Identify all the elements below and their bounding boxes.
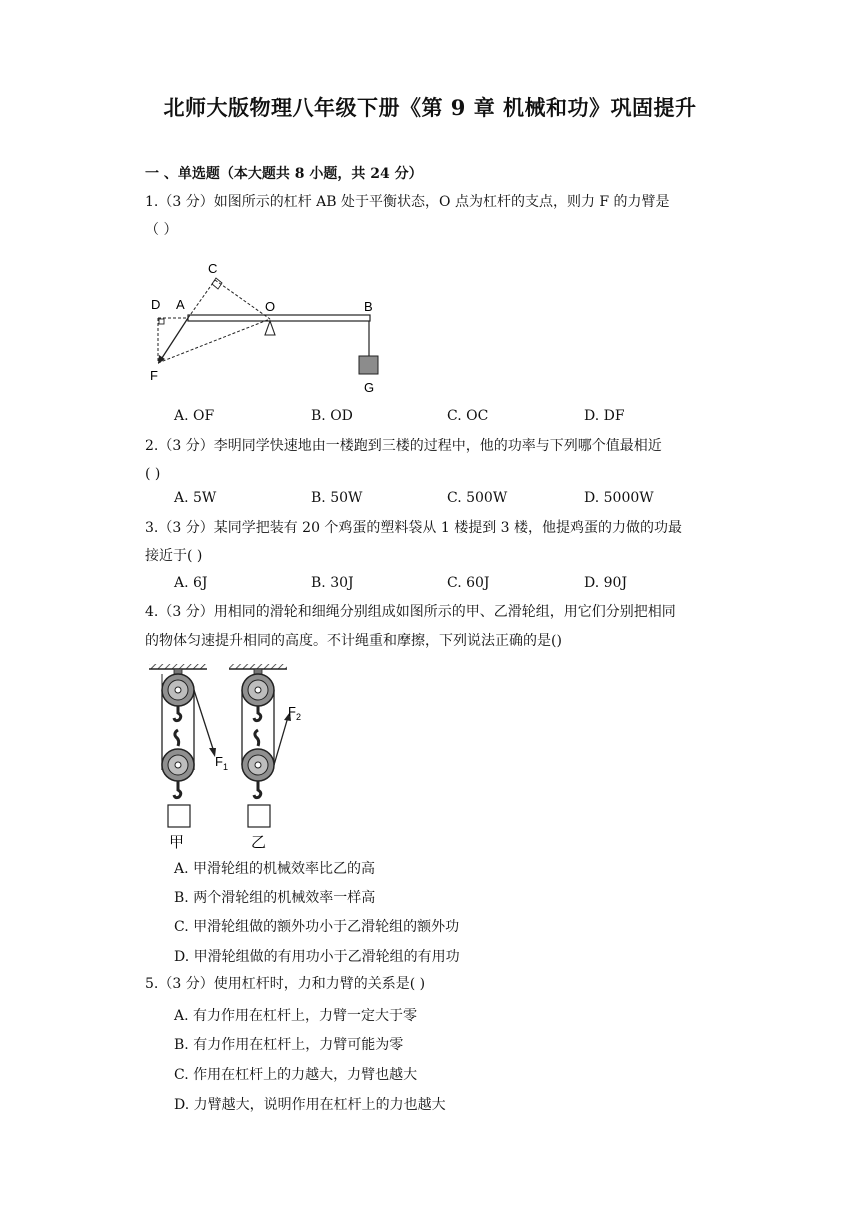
question-1-text: 1.（3 分）如图所示的杠杆 AB 处于平衡状态，O 点为杠杆的支点，则力 F 的力臂是 <box>145 194 670 210</box>
section-heading: 一 、单选题（本大题共 8 小题，共 24 分） <box>145 166 423 182</box>
question-4-text-2: 的物体匀速提升相同的高度。不计绳重和摩擦，下列说法正确的是() <box>145 633 562 649</box>
question-2-bracket: ( ) <box>145 466 161 482</box>
label-o: O <box>265 299 276 314</box>
option-4d[interactable]: D. 甲滑轮组做的有用功小于乙滑轮组的有用功 <box>174 949 460 965</box>
option-5b[interactable]: B. 有力作用在杠杆上，力臂可能为零 <box>174 1037 404 1053</box>
question-5-text: 5.（3 分）使用杠杆时，力和力臂的关系是( ) <box>145 976 426 992</box>
pulley-group-jia <box>149 664 228 851</box>
option-3c[interactable]: C. 60J <box>447 575 490 591</box>
question-2-text: 2.（3 分）李明同学快速地由一楼跑到三楼的过程中，他的功率与下列哪个值最相近 <box>145 438 662 454</box>
label-jia: 甲 <box>169 834 185 851</box>
lever-bar <box>188 315 370 321</box>
page-title: 北师大版物理八年级下册《第 9 章 机械和功》巩固提升 <box>163 95 697 120</box>
option-2b[interactable]: B. 50W <box>311 490 363 506</box>
label-d: D <box>151 297 161 312</box>
question-3-text: 3.（3 分）某同学把装有 20 个鸡蛋的塑料袋从 1 楼提到 3 楼，他提鸡蛋的力做的功最 <box>145 520 683 536</box>
label-f1: F <box>215 754 223 769</box>
option-1c[interactable]: C. OC <box>447 408 489 424</box>
option-1b[interactable]: B. OD <box>311 408 353 424</box>
label-f1-sub: 1 <box>223 762 229 772</box>
label-f2: F <box>288 704 296 719</box>
option-4b[interactable]: B. 两个滑轮组的机械效率一样高 <box>174 890 376 906</box>
option-1a[interactable]: A. OF <box>174 408 215 424</box>
option-5d[interactable]: D. 力臂越大，说明作用在杠杆上的力也越大 <box>174 1097 446 1113</box>
question-4-text: 4.（3 分）用相同的滑轮和细绳分别组成如图所示的甲、乙滑轮组，用它们分别把相同 <box>145 604 676 620</box>
label-b: B <box>364 299 373 314</box>
option-1d[interactable]: D. DF <box>584 408 625 424</box>
option-2c[interactable]: C. 500W <box>447 490 508 506</box>
option-5a[interactable]: A. 有力作用在杠杆上，力臂一定大于零 <box>174 1008 418 1024</box>
weight-block <box>359 356 378 374</box>
pulley-group-yi <box>229 664 301 851</box>
option-3a[interactable]: A. 6J <box>174 575 208 591</box>
question-3-bracket: 接近于( ) <box>145 548 203 564</box>
option-2a[interactable]: A. 5W <box>174 490 217 506</box>
fulcrum-triangle <box>265 321 275 335</box>
option-2d[interactable]: D. 5000W <box>584 490 654 506</box>
label-c: C <box>208 261 218 276</box>
force-f-arrow <box>160 318 188 361</box>
label-a: A <box>176 297 185 312</box>
lever-diagram <box>140 255 400 405</box>
pulley-diagram <box>145 660 320 855</box>
label-yi: 乙 <box>251 834 267 851</box>
label-f: F <box>150 368 158 383</box>
option-5c[interactable]: C. 作用在杠杆上的力越大，力臂也越大 <box>174 1067 418 1083</box>
option-4a[interactable]: A. 甲滑轮组的机械效率比乙的高 <box>174 861 376 877</box>
label-g: G <box>364 380 375 395</box>
option-4c[interactable]: C. 甲滑轮组做的额外功小于乙滑轮组的额外功 <box>174 919 460 935</box>
option-3d[interactable]: D. 90J <box>584 575 628 591</box>
option-3b[interactable]: B. 30J <box>311 575 354 591</box>
question-1-bracket: （ ） <box>145 222 178 238</box>
label-f2-sub: 2 <box>296 712 302 722</box>
